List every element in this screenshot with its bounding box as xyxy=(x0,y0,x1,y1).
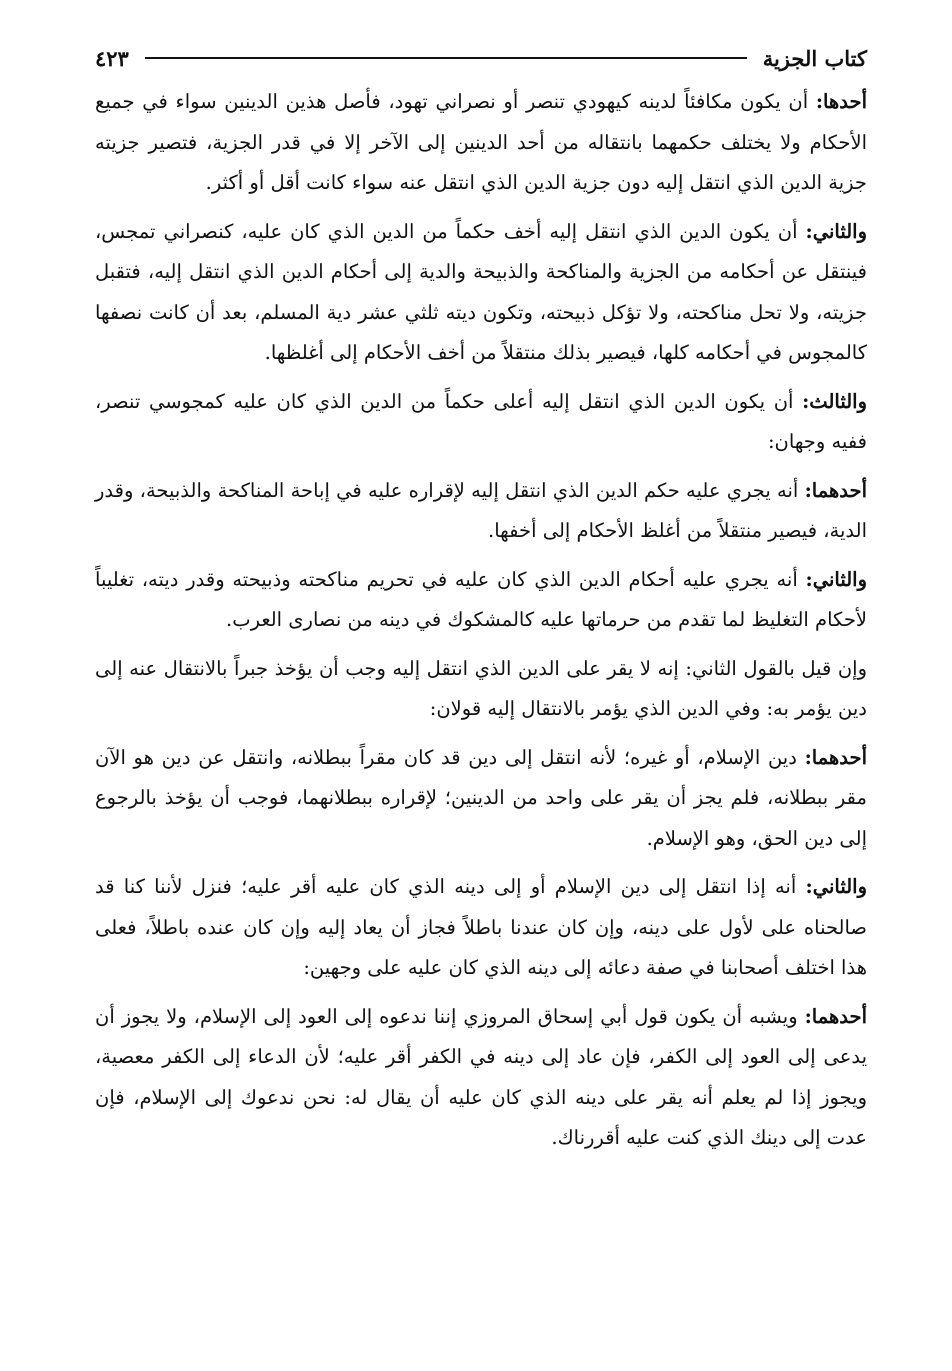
paragraph-text: أن يكون مكافئاً لدينه كيهودي تنصر أو نصراني تهود، فأصل هذين الدينين سواء في جميع الأحكام ولا يختلف حكمهما بانتقاله من أحد الدينين إلى الآخر إلا في قدر الجزية، فتصير جزيته جزية الدين الذي انتقل إليه دون جزية الدين الذي انتقل عنه سواء كانت أقل أو أكثر. xyxy=(95,90,867,194)
paragraph-text: أنه إذا انتقل إلى دين الإسلام أو إلى دينه الذي كان عليه أقر عليه؛ فنزل لأننا كنا قد صالحناه على لأول على دينه، وإن كان عندنا باطلاً فجاز أن يعاد إليه وإن كان عنده باطلاً، فعلى هذا اختلف أصحابنا في صفة دعائه إلى دينه الذي كان عليه على وجهين: xyxy=(95,875,867,979)
paragraph xyxy=(95,471,867,552)
paragraph xyxy=(95,382,867,463)
paragraph-text: أن يكون الدين الذي انتقل إليه أخف حكماً من الدين الذي كان عليه، كنصراني تمجس، فينتقل عن أحكامه من الجزية والمناكحة والذبيحة والدية إلى أحكام الدين الذي انتقل إليه، فتقبل جزيته، ولا تحل مناكحته، ولا تؤكل ذبيحته، وتكون ديته ثلثي عشر دية المسلم، بعد أن كانت نصفها كالمجوس في أحكامه كلها، فيصير بذلك منتقلاً من أخف الأحكام إلى أغلظها. xyxy=(95,219,867,364)
paragraph-lead: أحدهما: xyxy=(804,1004,867,1028)
running-title: كتاب الجزية xyxy=(762,45,867,71)
book-page xyxy=(95,40,867,1167)
paragraph-lead: أحدها: xyxy=(815,90,867,113)
page-header xyxy=(95,40,867,76)
paragraph-text: أن يكون الدين الذي انتقل إليه أعلى حكماً من الدين الذي كان عليه كمجوسي تنصر، ففيه وجهان: xyxy=(95,389,867,453)
page-body xyxy=(95,82,867,1159)
paragraph xyxy=(95,212,867,374)
paragraph-lead: والثاني: xyxy=(805,875,867,898)
paragraph-lead: أحدهما: xyxy=(804,478,867,502)
paragraph-text: دين الإسلام، أو غيره؛ لأنه انتقل إلى دين قد كان مقراً ببطلانه، وانتقل عن دين هو الآن مقر ببطلانه، فلم يجز أن يقر على واحد من الدينين؛ لإقراره ببطلانهما، فوجب أن يؤخذ بالرجوع إلى دين الحق، وهو الإسلام. xyxy=(95,745,867,850)
paragraph-lead: والثاني: xyxy=(805,567,867,591)
paragraph-lead: والثالث: xyxy=(802,389,867,413)
page-number: ٤٢٣ xyxy=(95,45,129,71)
paragraph xyxy=(95,867,867,989)
paragraph xyxy=(95,82,867,204)
paragraph xyxy=(95,997,867,1159)
paragraph-lead: والثاني: xyxy=(805,219,867,243)
paragraph-text: وإن قيل بالقول الثاني: إنه لا يقر على الدين الذي انتقل إليه وجب أن يؤخذ جبراً بالانتقال عنه إلى دين يؤمر به: وفي الدين الذي يؤمر بالانتقال إليه قولان: xyxy=(95,656,867,720)
paragraph xyxy=(95,738,867,860)
paragraph-text: ويشبه أن يكون قول أبي إسحاق المروزي إننا ندعوه إلى العود إلى الإسلام، ولا يجوز أن يدعى إلى العود إلى الكفر، فإن عاد إلى دينه في الكفر أقر عليه؛ لأن الدعاء إلى الكفر معصية، ويجوز إذا لم يعلم أنه يقر على دينه الذي كان عليه أن يقال له: نحن ندعوك إلى الإسلام، فإن عدت إلى دينك الذي كنت عليه أقررناك. xyxy=(95,1004,867,1149)
paragraph xyxy=(95,560,867,641)
paragraph-text: أنه يجري عليه أحكام الدين الذي كان عليه في تحريم مناكحته وذبيحته وقدر ديته، تغليباً لأحكام التغليظ لما تقدم من حرماتها عليه كالمشكوك في دينه من نصارى العرب. xyxy=(95,567,867,631)
paragraph xyxy=(95,649,867,730)
paragraph-lead: أحدهما: xyxy=(804,745,867,769)
header-rule xyxy=(145,57,747,59)
paragraph-text: أنه يجري عليه حكم الدين الذي انتقل إليه لإقراره عليه في إباحة المناكحة والذبيحة، وقدر الدية، فيصير منتقلاً من أغلظ الأحكام إلى أخفها. xyxy=(95,478,867,542)
